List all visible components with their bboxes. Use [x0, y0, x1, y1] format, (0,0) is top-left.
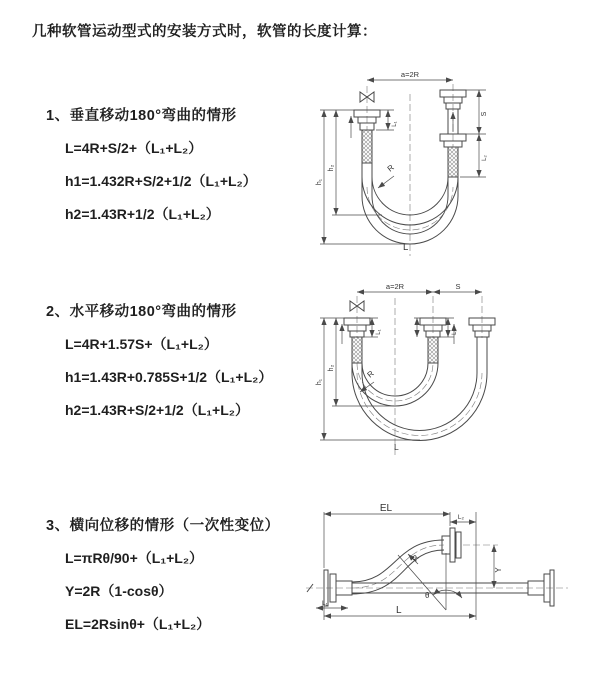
formula-line: L=4R+S/2+（L₁+L₂）	[65, 140, 203, 156]
dim-label-h1: h₁	[316, 178, 323, 186]
hose-lower-wall	[352, 550, 444, 594]
braided-hose-section	[448, 147, 458, 177]
section-2-heading: 2、水平移动180°弯曲的情形	[46, 304, 237, 320]
formula-line: L=4R+1.57S+（L₁+L₂）	[65, 336, 218, 352]
dim-label-span: a=2R	[400, 70, 420, 79]
dim-label-l2: L₂	[482, 155, 488, 161]
dimension-lines	[316, 512, 494, 620]
angle-label: θ	[425, 591, 430, 600]
centerlines	[306, 545, 568, 588]
dim-label-l1: L₁	[376, 329, 382, 335]
length-label: L	[396, 605, 402, 616]
horizontal-180-bend-diagram	[310, 278, 600, 463]
dimension-lines	[320, 80, 486, 244]
formula-line: h1=1.43R+0.785S+1/2（L₁+L₂）	[65, 369, 273, 385]
section-2	[46, 300, 351, 427]
formula-line: h1=1.432R+S/2+1/2（L₁+L₂）	[65, 173, 257, 189]
formula-line: h2=1.43R+S/2+1/2（L₁+L₂）	[65, 402, 249, 418]
radius-label: R	[385, 162, 396, 174]
radius-label: R	[365, 368, 376, 380]
dim-label-s: S	[455, 282, 461, 291]
dim-label-l2: L₂	[457, 514, 465, 521]
angle-arc	[433, 590, 462, 598]
vertical-180-bend-diagram	[310, 66, 600, 266]
dim-label-l1: L₁	[392, 121, 398, 127]
length-label: L	[394, 442, 399, 452]
dim-label-h2: h₂	[328, 364, 335, 372]
braided-hose-section	[362, 130, 372, 163]
dimension-lines	[320, 292, 482, 440]
radius-label: R	[410, 553, 421, 564]
dim-label-span: a=2R	[385, 282, 405, 291]
pipe-fittings	[307, 528, 554, 606]
dim-label-h1: h₁	[316, 378, 323, 386]
dim-label-y: Y	[494, 567, 503, 573]
section-1-heading: 1、垂直移动180°弯曲的情形	[46, 108, 237, 124]
diagram-labels	[316, 282, 461, 452]
braided-hose-section	[428, 337, 438, 363]
dim-label-l2: L₂	[452, 329, 458, 335]
formula-line: h2=1.43R+1/2（L₁+L₂）	[65, 206, 220, 222]
section-1	[46, 104, 351, 231]
length-label: L	[403, 242, 409, 253]
dim-label-s: S	[481, 111, 488, 117]
braided-hose-section	[352, 337, 362, 363]
dim-label-l1: L₁	[322, 600, 328, 607]
formula-line: Y=2R（1-cosθ）	[65, 583, 173, 599]
pipe-fittings	[354, 90, 466, 177]
formula-line: L=πRθ/90+（L₁+L₂）	[65, 550, 204, 566]
lateral-displacement-diagram	[298, 498, 600, 670]
page-title: 几种软管运动型式的安装方式时，软管的长度计算：	[32, 24, 377, 40]
formula-line: EL=2Rsinθ+（L₁+L₂）	[65, 616, 211, 632]
section-3-heading: 3、横向位移的情形（一次性变位）	[46, 518, 280, 534]
dim-label-el: EL	[379, 503, 393, 514]
dim-label-h2: h₂	[328, 164, 335, 172]
